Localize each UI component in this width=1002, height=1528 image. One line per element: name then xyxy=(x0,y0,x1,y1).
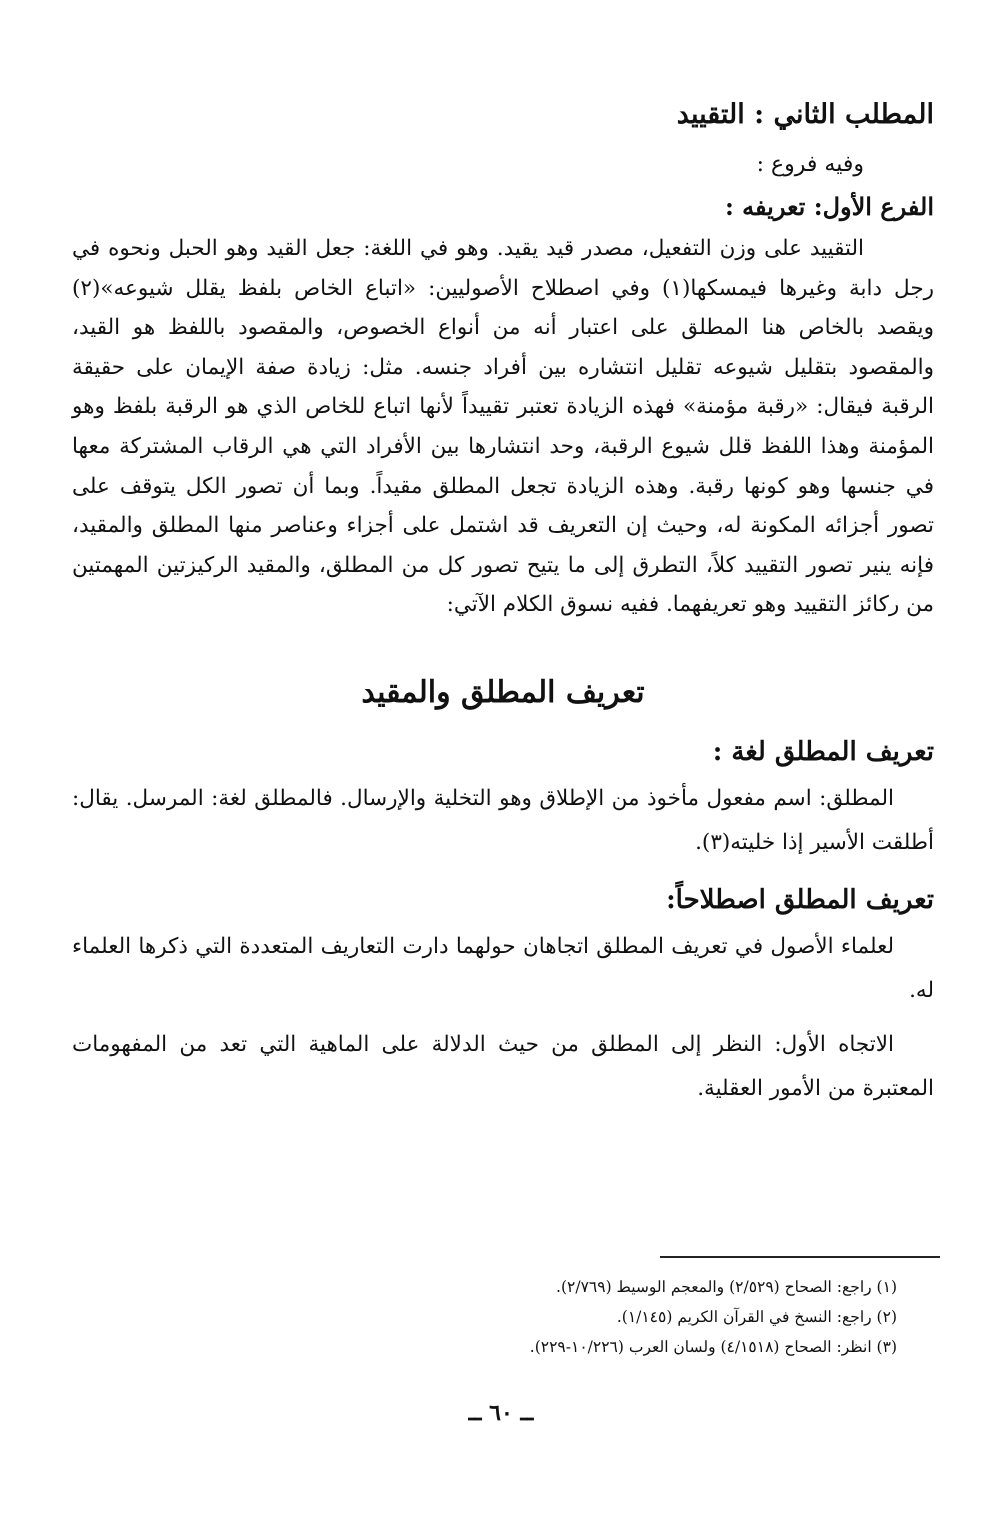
lang-definition-title: تعريف المطلق لغة : xyxy=(712,736,934,767)
branch-title: الفرع الأول: تعريفه : xyxy=(724,192,934,221)
term-definition-title: تعريف المطلق اصطلاحاً: xyxy=(666,884,934,915)
lang-definition-text: المطلق: اسم مفعول مأخوذ من الإطلاق وهو التخلية والإرسال. فالمطلق لغة: المرسل. يقال: أطلقت الأسير إذا خليته(٣). xyxy=(72,785,934,855)
footnote-2: (٢) راجع: النسخ في القرآن الكريم (١/١٤٥). xyxy=(616,1308,897,1326)
first-direction-text: الاتجاه الأول: النظر إلى المطلق من حيث الدلالة على الماهية التي تعد من المفهومات المعتبرة من الأمور العقلية. xyxy=(72,1031,934,1101)
paragraph-definition: التقييد على وزن التفعيل، مصدر قيد يقيد. وهو في اللغة: جعل القيد وهو الحبل ونحوه في رجل دابة وغيرها فيمسكها(١) وفي اصطلاح الأصوليين: «اتباع الخاص بلفظ يقلل شيوعه»(٢) ويقصد بالخاص هنا المطلق على اعتبار أنه من أنواع الخصوص، والمقصود باللفظ هو القيد، والمقصود بتقليل شيوعه تقليل انتشاره بين أفراد جنسه. مثل: زيادة صفة الإيمان على حقيقة الرقبة فيقال: «رقبة مؤمنة» فهذه الزيادة تعتبر تقييداً لأنها اتباع للخاص الذي هو الرقبة بلفظ وهو المؤمنة وهذا اللفظ قلل شيوع الرقبة، وحد انتشارها بين الأفراد التي هي الرقاب المشتركة معها في جنسها وهو كونها رقبة. وهذه الزيادة تجعل المطلق مقيداً. وبما أن تصور الكل يتوقف على تصور أجزائه المكونة له، وحيث إن التعريف قد اشتمل على أجزاء وعناصر منها المطلق والمقيد، فإنه ينير تصور التقييد كلاً، التطرق إلى ما يتيح تصور كل من المطلق، والمقيد الركيزتين المهمتين من ركائز التقييد وهو تعريفهما. ففيه نسوق الكلام الآتي: xyxy=(72,236,935,618)
footnotes xyxy=(197,1272,897,1362)
footnote-1: (١) راجع: الصحاح (٢/٥٢٩) والمعجم الوسيط (٢/٧٦٩). xyxy=(556,1278,897,1296)
page-body xyxy=(72,95,934,1121)
center-heading: تعريف المطلق والمقيد xyxy=(361,674,645,710)
intro-line: وفيه فروع : xyxy=(756,152,864,177)
term-definition-text: لعلماء الأصول في تعريف المطلق اتجاهان حولهما دارت التعاريف المتعددة التي ذكرها العلماء له. xyxy=(72,933,934,1003)
footnote-3: (٣) انظر: الصحاح (٤/١٥١٨) ولسان العرب (١٠/٢٢٦-٢٢٩). xyxy=(529,1338,897,1356)
footnote-divider xyxy=(660,1256,940,1258)
section-title: المطلب الثاني : التقييد xyxy=(676,99,934,130)
page-number: ــ ٦٠ ــ xyxy=(468,1400,534,1426)
